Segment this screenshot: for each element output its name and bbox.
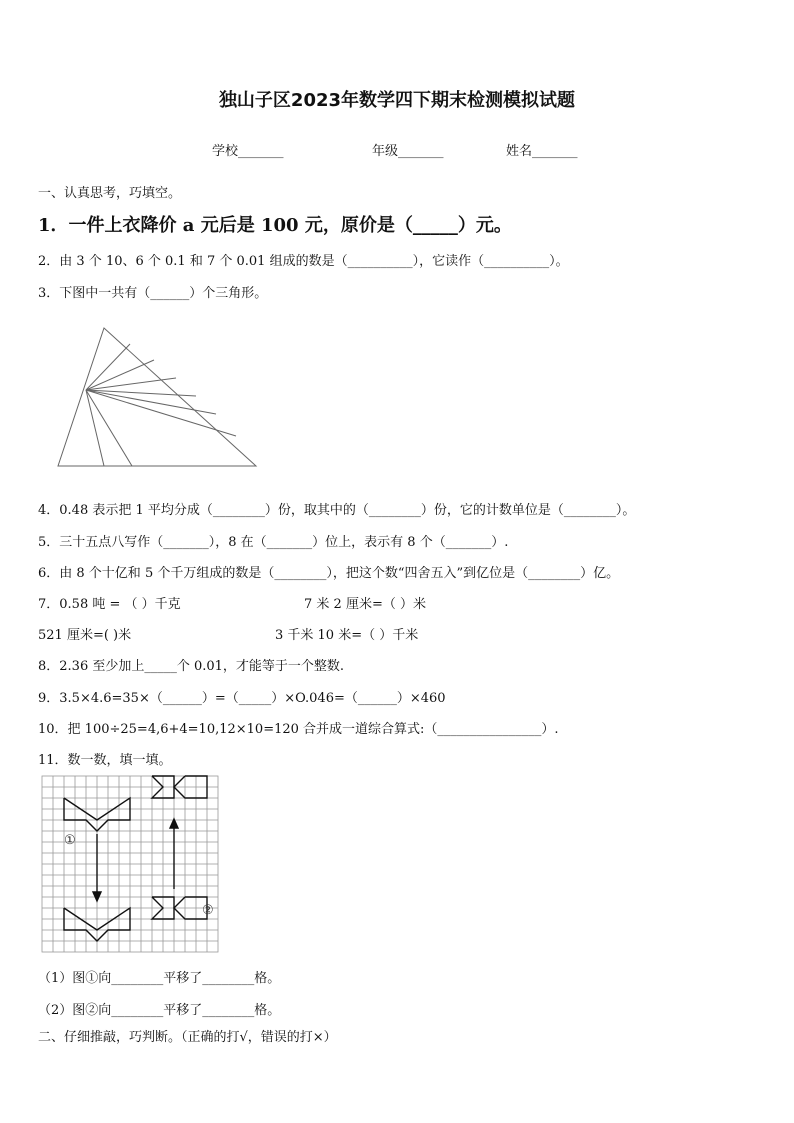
name-field: 姓名_______ <box>506 144 578 159</box>
question-6: 6．由 8 个十亿和 5 个千万组成的数是（________），把这个数“四舍五入”到亿位是（________）亿。 <box>38 566 620 581</box>
figure-1-label: ① <box>64 833 76 848</box>
question-11: 11．数一数，填一填。 <box>38 753 172 768</box>
question-2: 2．由 3 个 10、6 个 0.1 和 7 个 0.01 组成的数是（__________），它读作（__________）。 <box>38 254 569 269</box>
question-7b: 7 米 2 厘米=（ ）米 <box>304 597 426 612</box>
question-9: 9．3.5×4.6=35×（______）=（_____）×O.046=（______）×460 <box>38 691 446 706</box>
section-1-heading: 一、认真思考，巧填空。 <box>38 186 182 201</box>
question-7c: 521 厘米=( )米 <box>38 628 132 643</box>
page-title: 独山子区2023年数学四下期末检测模拟试题 <box>218 90 576 111</box>
question-4: 4．0.48 表示把 1 平均分成（________）份，取其中的（________）份，它的计数单位是（________）。 <box>38 503 636 518</box>
question-7a: 7．0.58 吨 = （ ）千克 <box>38 597 181 612</box>
question-1: 1．一件上衣降价 a 元后是 100 元，原价是（_____）元。 <box>38 215 512 236</box>
school-field: 学校_______ <box>212 144 284 159</box>
question-10: 10．把 100÷25=4,6+4=10,12×10=120 合并成一道综合算式:（________________）. <box>38 722 559 737</box>
question-5: 5．三十五点八写作（_______），8 在（_______）位上，表示有 8 个（_______）. <box>38 535 509 550</box>
section-2-heading: 二、仔细推敲，巧判断。（正确的打√，错误的打×） <box>38 1030 337 1045</box>
question-3: 3．下图中一共有（______）个三角形。 <box>38 286 268 301</box>
question-11-2: （2）图②向________平移了________格。 <box>38 1003 281 1018</box>
grid-translation-figure <box>40 774 222 958</box>
question-8: 8．2.36 至少加上_____个 0.01，才能等于一个整数. <box>38 659 345 674</box>
figure-2-label: ② <box>202 903 214 918</box>
question-11-1: （1）图①向________平移了________格。 <box>38 971 281 986</box>
question-7d: 3 千米 10 米=（ ）千米 <box>275 628 419 643</box>
triangle-figure <box>52 322 262 472</box>
grade-field: 年级_______ <box>372 144 444 159</box>
